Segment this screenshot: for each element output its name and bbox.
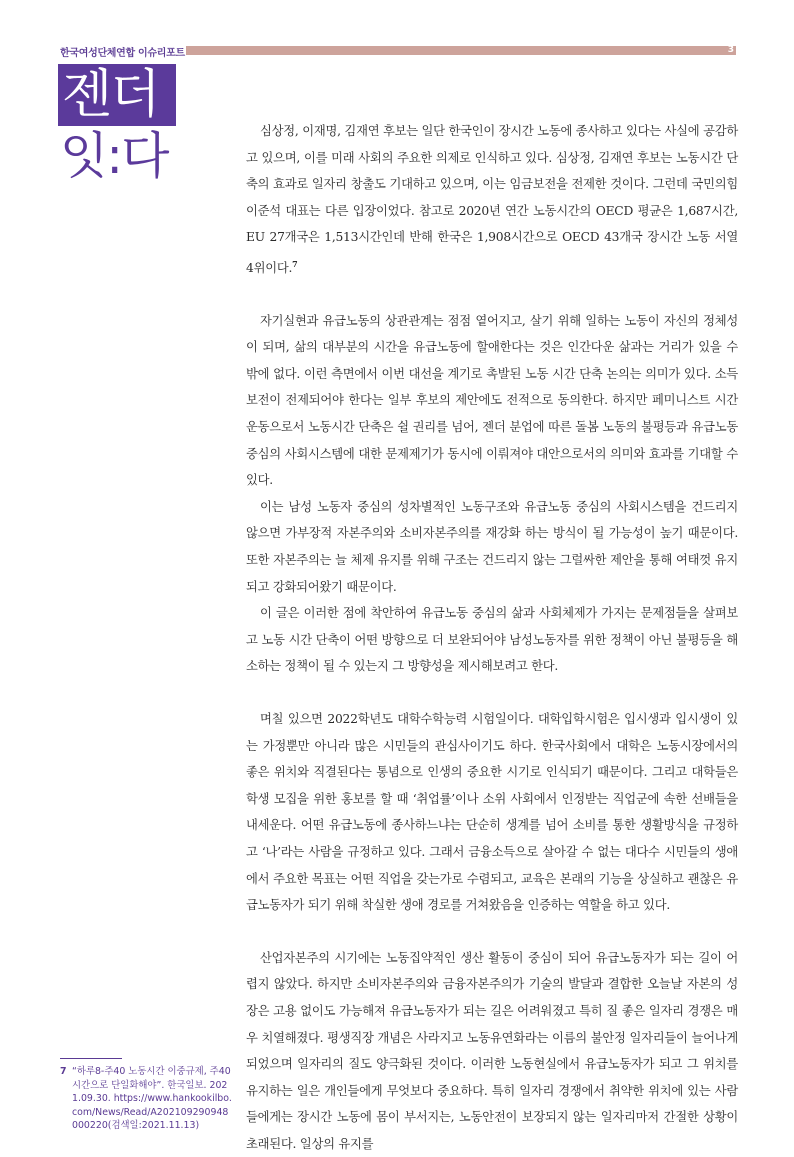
paragraph: 심상정, 이재명, 김재연 후보는 일단 한국인이 장시간 노동에 종사하고 있다는 사실에 공감하고 있으며, 이를 미래 사회의 주요한 의제로 인식하고 있다. 심상정, 김재연 후보는 노동시간 단축의 효과로 일자리 창출도 기대하고 있으며, 이는 임금보전을 전제한 것이다. 그런데 국민의힘 이준석 대표는 다른 입장이었다. 참고로 2020년 연간 노동시간의 OECD 평균은 1,687시간, EU 27개국은 1,513시간인데 반해 한국은 1,908시간으로 OECD 43개국 장시간 노동 서열 4위이다.$^7$	[246, 124, 738, 276]
footnote-text: “하루8-주40 노동시간 이중규제, 주40시간으로 단일화해야”. 한국일보. 2021.09.30. https://www.hankookilbo.com/News/Read/A2021092909480002​20(검색일:2021.11.13)	[72, 1066, 232, 1131]
paragraph: 이는 남성 노동자 중심의 성차별적인 노동구조와 유급노동 중심의 사회시스템을 건드리지 않으면 가부장적 자본주의와 소비자본주의를 재강화 하는 방식이 될 가능성이 높기 때문이다. 또한 자본주의는 늘 체제 유지를 위해 구조는 건드리지 않는 그럴싸한 제안을 통해 여태껏 유지되고 강화되어왔기 때문이다.	[246, 499, 738, 594]
footnote	[60, 1065, 232, 1133]
paragraph: 이 글은 이러한 점에 착안하여 유급노동 중심의 삶과 사회체제가 가지는 문제점들을 살펴보고 노동 시간 단축이 어떤 방향으로 더 보완되어야 남성노동자를 위한 정책이 아닌 불평등을 해소하는 정책이 될 수 있는지 그 방향성을 제시해보려고 한다.	[246, 606, 738, 674]
gender-itda-logo	[58, 64, 176, 186]
logo-line-1: 젠더	[58, 64, 176, 126]
report-series-label: 한국여성단체연합 이슈리포트	[60, 48, 185, 59]
logo-line-2: 잇:다	[60, 127, 168, 185]
footnote-number: 7	[60, 1066, 67, 1077]
paragraph: 며칠 있으면 2022학년도 대학수학능력 시험일이다. 대학입학시험은 입시생과 입시생이 있는 가정뿐만 아니라 많은 시민들의 관심사이기도 하다. 한국사회에서 대학은 노동시장에서의 좋은 위치와 직결된다는 통념으로 인생의 중요한 시기로 인식되기 때문이다. 그리고 대학들은 학생 모집을 위한 홍보를 할 때 ‘취업률’이나 소위 사회에서 인정받는 직업군에 속한 선배들을 내세운다. 어떤 유급노동에 종사하느냐는 단순히 생계를 넘어 소비를 통한 생활방식을 규정하고 ‘나’라는 사람을 규정하고 있다. 그래서 금융소득으로 살아갈 수 없는 대다수 시민들의 생애에서 주요한 목표는 어떤 직업을 갖는가로 수렴되고, 교육은 본래의 기능을 상실하고 괜찮은 유급노동자가 되기 위해 착실한 생애 경로를 거쳐왔음을 인증하는 역할을 하고 있다.	[246, 711, 738, 913]
body-text	[246, 118, 738, 1157]
header-bar	[186, 46, 736, 55]
paragraph: 산업자본주의 시기에는 노동집약적인 생산 활동이 중심이 되어 유급노동자가 되는 길이 어렵지 않았다. 하지만 소비자본주의와 금융자본주의가 기술의 발달과 결합한 오늘날 자본의 성장은 고용 없이도 가능해져 유급노동자가 되는 길은 어려워졌고 특히 질 좋은 일자리 경쟁은 매우 치열해졌다. 평생직장 개념은 사라지고 노동유연화라는 이름의 불안정 일자리들이 늘어나게 되었으며 일자리의 질도 양극화된 것이다. 이러한 노동현실에서 유급노동자가 되고 그 위치를 유지하는 일은 개인들에게 무엇보다 중요하다. 특히 일자리 경쟁에서 취약한 위치에 있는 사람들에게는 장시간 노동에 몸이 부서지는, 노동안전이 보장되지 않는 일자리마저 간절한 상황이 초래된다. 일상의 유지를	[246, 950, 738, 1151]
page-number: 3	[727, 45, 734, 55]
paragraph: 자기실현과 유급노동의 상관관계는 점점 옅어지고, 살기 위해 일하는 노동이 자신의 정체성이 되며, 삶의 대부분의 시간을 유급노동에 할애한다는 것은 인간다운 삶과는 거리가 있을 수 밖에 없다. 이런 측면에서 이번 대선을 계기로 촉발된 노동 시간 단축 논의는 의미가 있다. 소득보전이 전제되어야 한다는 일부 후보의 제안에도 전적으로 동의한다. 하지만 페미니스트 시간운동으로서 노동시간 단축은 쉴 권리를 넘어, 젠더 분업에 따른 돌봄 노동의 불평등과 유급노동 중심의 사회시스템에 대한 문제제기가 동시에 이뤄져야 대안으로서의 의미와 효과를 기대할 수 있다.	[246, 313, 738, 488]
footnote-ref: 7	[292, 258, 298, 269]
footnote-divider	[60, 1058, 122, 1059]
